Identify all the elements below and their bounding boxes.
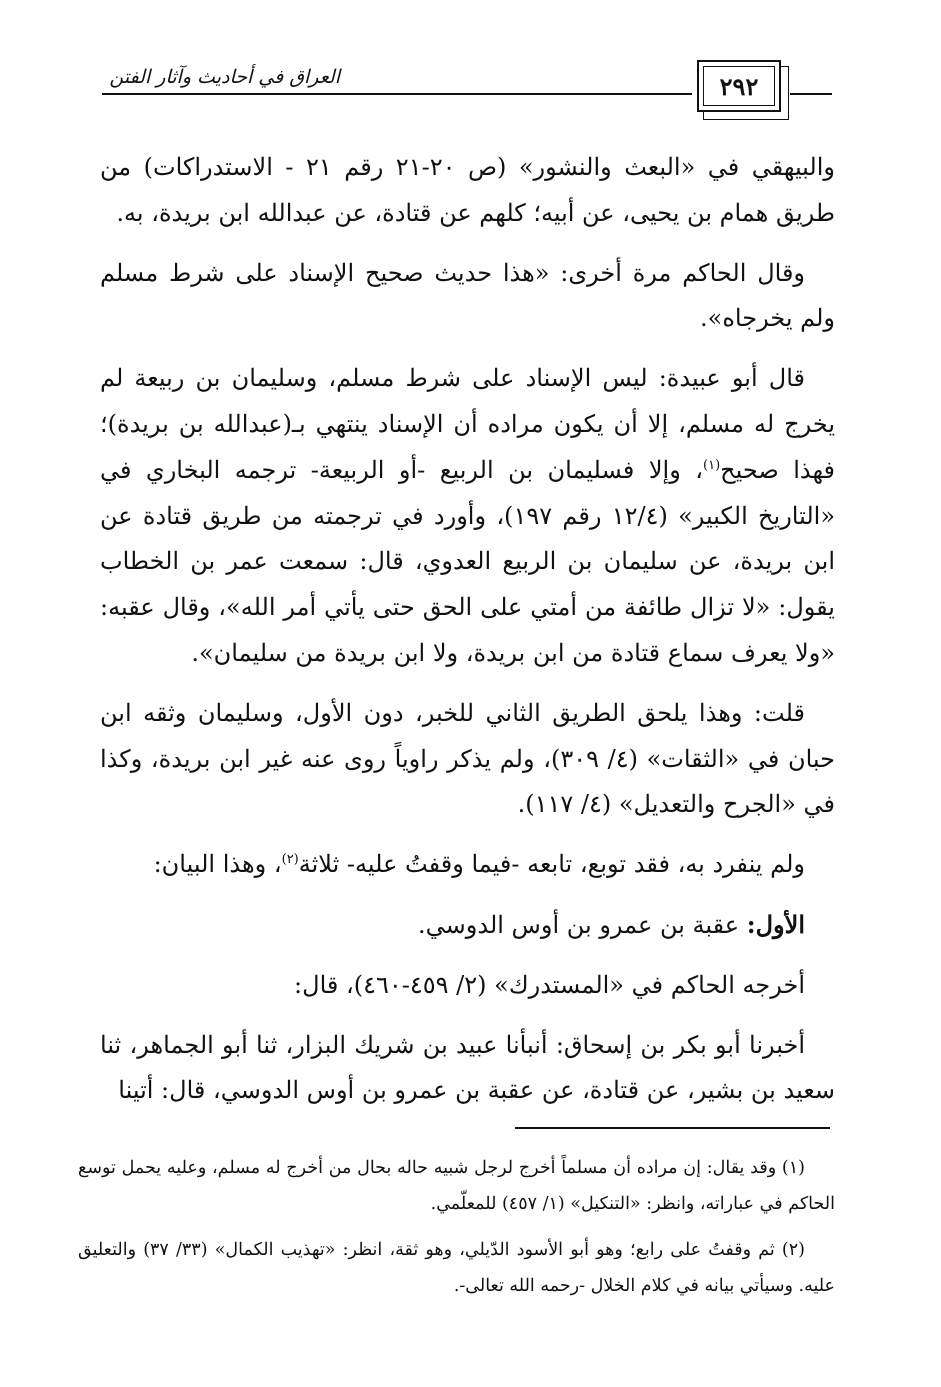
paragraph-text: وقال الحاكم مرة أخرى: «هذا حديث صحيح الإسناد على شرط مسلم ولم يخرجاه». — [100, 258, 835, 333]
paragraph — [100, 963, 835, 1009]
paragraph — [100, 251, 835, 343]
paragraph-text: أخبرنا أبو بكر بن إسحاق: أنبأنا عبيد بن شريك البزار، ثنا أبو الجماهر، ثنا سعيد بن بشير، عن قتادة، عن عقبة بن عمرو بن أوس الدوسي، قال: أتينا — [100, 1030, 835, 1105]
paragraph-text: والبيهقي في «البعث والنشور» (ص ٢٠-٢١ رقم ٢١ - الاستدراكات) من طريق همام بن يحيى، عن أبيه؛ كلهم عن قتادة، عن عبدالله ابن بريدة، به. — [100, 153, 835, 227]
paragraph-text: قلت: وهذا يلحق الطريق الثاني للخبر، دون الأول، وسليمان وثقه ابن حبان في «الثقات» (٤/ ٣٠٩)، ولم يذكر راوياً روى عنه غير ابن بريدة، وكذا في «الجرح والتعديل» (٤/ ١١٧). — [100, 698, 835, 819]
running-title: العراق في أحاديث وآثار الفتن — [109, 66, 340, 88]
paragraph-text: أخرجه الحاكم في «المستدرك» (٢/ ٤٥٩-٤٦٠)، قال: — [294, 970, 805, 999]
paragraph — [100, 842, 835, 888]
footnote: (١) وقد يقال: إن مراده أن مسلماً أخرج لرجل شبيه حاله بحال من أخرج له مسلم، وعليه يحمل توسع الحاكم في عباراته، وانظر: «التنكيل» (١/ ٤٥٧) للمعلّمي. — [78, 1158, 835, 1214]
page-number-box — [697, 60, 781, 112]
main-text — [100, 145, 835, 1114]
paragraph-text: قال أبو عبيدة: ليس الإسناد على شرط مسلم، وسليمان بن ربيعة لم يخرج له مسلم، إلا أن يكون مراده أن الإسناد ينتهي بـ(عبدالله بن بريدة)؛ فهذا صحيح — [100, 364, 836, 484]
paragraph-text: ، وإلا فسليمان بن الربيع -أو الربيعة- ترجمه البخاري في «التاريخ الكبير» (١٢/٤ رقم ١٩٧)، وأورد في ترجمته من طريق قتادة عن ابن بريدة، عن سليمان بن الربيع العدوي، قال: سمعت عمر بن الخطاب يقول: «لا تزال طائفة من أمتي على الحق حتى يأتي أمر الله»، وقال عقبه: «ولا يعرف سماع قتادة من ابن بريدة، ولا ابن بريدة من سليمان». — [100, 455, 836, 667]
paragraph-text: ولم ينفرد به، فقد توبع، تابعه -فيما وقفتُ عليه- ثلاثة — [298, 850, 805, 879]
paragraph — [100, 145, 835, 237]
footnote-ref: (٢) — [281, 852, 299, 868]
paragraph — [100, 356, 835, 677]
paragraph-text: ، وهذا البيان: — [153, 850, 282, 879]
section-label: الأول: — [746, 909, 805, 939]
paragraph — [100, 691, 835, 828]
page-number: ٢٩٢ — [703, 66, 775, 106]
paragraph — [100, 1023, 835, 1115]
footnote-separator — [515, 1127, 830, 1129]
header-rule-left — [102, 93, 692, 95]
footnotes — [78, 1150, 835, 1314]
footnote: (٢) ثم وقفتُ على رابع؛ وهو أبو الأسود الدّيلي، وهو ثقة، انظر: «تهذيب الكمال» (٣٣/ ٣٧) والتعليق عليه. وسيأتي بيانه في كلام الخلال -رحمه الله تعالى-. — [78, 1240, 835, 1296]
header-rule-right — [790, 93, 832, 95]
footnote-ref: (١) — [703, 457, 721, 473]
paragraph-text: عقبة بن عمرو بن أوس الدوسي. — [418, 910, 747, 939]
paragraph — [100, 902, 835, 949]
page-header — [0, 0, 941, 130]
